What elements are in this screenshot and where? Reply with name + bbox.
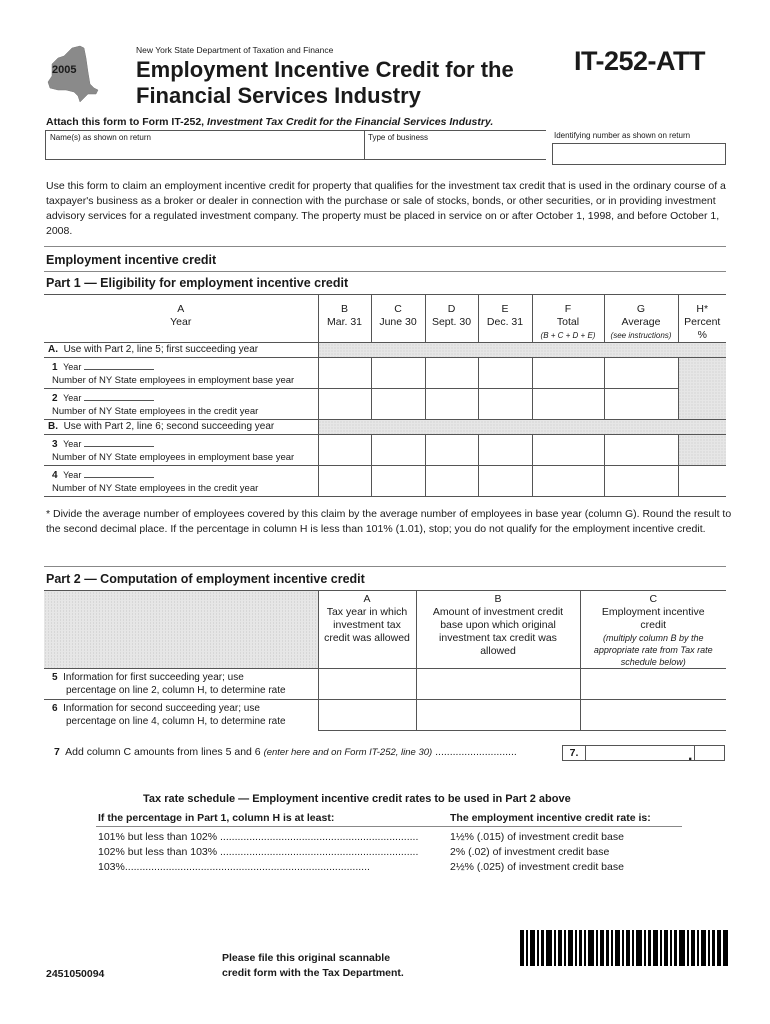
schedule-row-condition [98, 861, 448, 873]
section-a-row [44, 343, 726, 358]
part2-col-b-header [416, 591, 580, 669]
line-number: 1 [52, 362, 58, 373]
line-number: 2 [52, 393, 58, 404]
line-3-total-input[interactable] [532, 435, 604, 466]
line-text: percentage on line 2, column H, to determine rate [66, 685, 286, 696]
col-label: Mar. 31 [326, 316, 363, 328]
shaded-cell [678, 435, 726, 466]
col-e-header [478, 295, 532, 343]
business-type-input[interactable] [365, 131, 545, 159]
line-1-average-input[interactable] [604, 358, 678, 389]
line-4-total-input[interactable] [532, 466, 604, 497]
line-7-label [54, 746, 517, 758]
part2-title: Part 2 — Computation of employment incentive credit [46, 572, 365, 586]
line-text: Information for second succeeding year; use [63, 703, 260, 714]
col-note: (multiply column B by the appropriate rate from Tax rate schedule below) [593, 633, 713, 667]
line-1-sep30-input[interactable] [425, 358, 478, 389]
condition-text: 102% but less than 103% [98, 846, 221, 858]
part2-col-a-header [318, 591, 416, 669]
schedule-row-rate: 1½% (.015) of investment credit base [450, 831, 624, 843]
line-5-credit-input[interactable] [580, 669, 726, 700]
col-letter: A [177, 303, 185, 315]
section-text: Use with Part 2, line 5; first succeeding year [63, 344, 259, 355]
line-2-dec31-input[interactable] [478, 389, 532, 420]
attach-prefix: Attach this form to Form IT-252, [46, 116, 208, 128]
line-text: Information for first succeeding year; use [63, 672, 244, 683]
tax-year: 2005 [52, 64, 77, 76]
line-number: 4 [52, 470, 58, 481]
condition-text: 101% but less than 102% [98, 831, 221, 843]
col-a-header [44, 295, 318, 343]
line-4-jun30-input[interactable] [371, 466, 425, 497]
department-name: New York State Department of Taxation and Finance [136, 45, 334, 55]
condition-text: 103% [98, 861, 125, 873]
year-label: Year [63, 362, 82, 372]
line-4-average-input[interactable] [604, 466, 678, 497]
line-text: Number of NY State employees in employment base year [52, 375, 295, 386]
col-label: Percent [684, 316, 721, 328]
section-b-row [44, 420, 726, 435]
line-4-percent-input[interactable] [678, 466, 726, 497]
col-note: % [697, 329, 707, 341]
line-number: 5 [52, 672, 58, 683]
line-4-mar31-input[interactable] [318, 466, 371, 497]
year-label: Year [63, 393, 82, 403]
schedule-row-condition [98, 846, 448, 858]
shaded-cell [318, 343, 726, 358]
col-label: Tax year in which investment tax credit was allowed [324, 606, 410, 644]
col-b-header [318, 295, 371, 343]
shaded-cell [678, 358, 726, 420]
dot-leader: .................................................................... [220, 831, 419, 843]
col-letter: C [649, 593, 658, 605]
part2-header-row [44, 591, 726, 669]
line-3-jun30-input[interactable] [371, 435, 425, 466]
year-input[interactable] [84, 369, 154, 370]
col-letter: A [363, 593, 371, 605]
line-6-credit-input[interactable] [580, 700, 726, 731]
schedule-row-rate: 2% (.02) of investment credit base [450, 846, 610, 858]
schedule-row-rate: 2½% (.025) of investment credit base [450, 861, 624, 873]
file-note-line: credit form with the Tax Department. [222, 967, 404, 979]
line-text: Number of NY State employees in employment base year [52, 452, 295, 463]
form-code: 2451050094 [46, 968, 105, 980]
col-f-header [532, 295, 604, 343]
line-1-mar31-input[interactable] [318, 358, 371, 389]
line-3-sep30-input[interactable] [425, 435, 478, 466]
year-input[interactable] [84, 477, 154, 478]
section-text: Use with Part 2, line 6; second succeeding year [63, 421, 275, 432]
line-2-label [44, 389, 318, 420]
col-letter: H* [696, 303, 709, 315]
dot-leader: .................................................................... [220, 846, 419, 858]
line-1-label [44, 358, 318, 389]
part2-table [44, 590, 726, 731]
line-3-dec31-input[interactable] [478, 435, 532, 466]
line-1-row [44, 358, 726, 389]
col-letter: E [501, 303, 509, 315]
col-label: Average [621, 316, 661, 328]
dot-leader: .................................................................................... [124, 861, 370, 873]
part1-header-row [44, 295, 726, 343]
shaded-cell [318, 420, 726, 435]
part1-footnote: * Divide the average number of employees covered by this claim by the average number of employees in base year (column G). Round the result to the second decimal place. If the percentage in column H is less than 101% (1.01), stop; you do not qualify for the employment incentive credit. [46, 508, 732, 535]
line-3-label [44, 435, 318, 466]
id-field-label: Identifying number as shown on return [554, 131, 691, 140]
col-c-header [371, 295, 425, 343]
schedule-left-header: If the percentage in Part 1, column H is at least: [98, 812, 335, 824]
line-number: 6 [52, 703, 58, 714]
line-5-credit-base-input[interactable] [416, 669, 580, 700]
business-field-label: Type of business [368, 133, 429, 142]
line-6-label [44, 700, 318, 731]
line-7-amount-input[interactable] [584, 745, 725, 764]
cents-separator [694, 745, 695, 761]
intro-paragraph: Use this form to claim an employment incentive credit for property that qualifies for the investment tax credit that is used in the ordinary course of a taxpayer's business as a broker or dealer in connection with the purchase or sale of stocks, bonds, or other securities, or in providing investment advisory services for a regulated investment company. The property must be placed in service on or after October 1, 1998, and before October 1, 2008. [46, 180, 726, 237]
line-6-tax-year-input[interactable] [318, 700, 416, 731]
year-label: Year [63, 439, 82, 449]
schedule-divider [96, 826, 682, 827]
col-note: (B + C + D + E) [540, 331, 596, 340]
section-title: Employment incentive credit [46, 253, 217, 267]
line-7-box-label: 7. [562, 745, 586, 761]
col-letter: C [394, 303, 402, 315]
form-title-line-2: Financial Services Industry [136, 83, 421, 108]
year-label: Year [63, 470, 82, 480]
col-label: Amount of investment credit base upon which original investment tax credit was allowed [432, 606, 564, 657]
names-input[interactable] [46, 131, 363, 159]
section-divider [44, 246, 726, 247]
identifying-number-input[interactable] [552, 143, 726, 165]
line-5-label [44, 669, 318, 700]
line-note: (enter here and on Form IT-252, line 30) [263, 747, 433, 758]
decimal-point: . [688, 747, 693, 764]
schedule-right-header: The employment incentive credit rate is: [450, 812, 651, 824]
name-business-box [45, 130, 546, 160]
attach-form-name: Investment Tax Credit for the Financial Services Industry. [207, 116, 494, 128]
line-4-sep30-input[interactable] [425, 466, 478, 497]
line-2-mar31-input[interactable] [318, 389, 371, 420]
col-label: Sept. 30 [431, 316, 472, 328]
col-label: Year [170, 316, 192, 328]
names-field-label: Name(s) as shown on return [50, 133, 151, 142]
line-4-row [44, 466, 726, 497]
col-letter: B [494, 593, 502, 605]
line-1-total-input[interactable] [532, 358, 604, 389]
line-6-row [44, 700, 726, 731]
col-label: Total [556, 316, 580, 328]
line-5-tax-year-input[interactable] [318, 669, 416, 700]
col-letter: F [564, 303, 572, 315]
line-6-credit-base-input[interactable] [416, 700, 580, 731]
section-letter: B. [48, 421, 58, 432]
line-2-row [44, 389, 726, 420]
col-letter: B [340, 303, 348, 315]
line-2-sep30-input[interactable] [425, 389, 478, 420]
line-text: Number of NY State employees in the credit year [52, 406, 259, 417]
col-g-header [604, 295, 678, 343]
section-divider [44, 566, 726, 567]
line-4-label [44, 466, 318, 497]
section-divider [44, 271, 726, 272]
dot-leader: ............................ [432, 746, 517, 758]
attach-instruction [46, 116, 493, 128]
line-4-dec31-input[interactable] [478, 466, 532, 497]
barcode-icon [520, 930, 728, 966]
section-b-label [44, 420, 318, 435]
schedule-row-condition [98, 831, 448, 843]
shaded-cell [44, 591, 318, 669]
part2-col-c-header [580, 591, 726, 669]
line-text: percentage on line 4, column H, to determine rate [66, 716, 286, 727]
line-2-jun30-input[interactable] [371, 389, 425, 420]
part1-title: Part 1 — Eligibility for employment incentive credit [46, 276, 349, 290]
line-number: 3 [52, 439, 58, 450]
line-2-total-input[interactable] [532, 389, 604, 420]
col-letter: G [636, 303, 646, 315]
line-1-dec31-input[interactable] [478, 358, 532, 389]
line-3-average-input[interactable] [604, 435, 678, 466]
line-number: 7 [54, 746, 60, 758]
col-note: (see instructions) [610, 331, 672, 340]
file-note [222, 951, 404, 981]
line-text: Number of NY State employees in the credit year [52, 483, 259, 494]
line-3-row [44, 435, 726, 466]
col-d-header [425, 295, 478, 343]
col-label: Dec. 31 [486, 316, 524, 328]
form-title [136, 57, 514, 109]
line-text: Add column C amounts from lines 5 and 6 [65, 746, 261, 758]
file-note-line: Please file this original scannable [222, 952, 391, 964]
line-2-average-input[interactable] [604, 389, 678, 420]
col-label: June 30 [379, 316, 417, 328]
line-1-jun30-input[interactable] [371, 358, 425, 389]
year-input[interactable] [84, 446, 154, 447]
section-a-label [44, 343, 318, 358]
form-number: IT-252-ATT [574, 46, 706, 76]
col-letter: D [447, 303, 456, 315]
year-input[interactable] [84, 400, 154, 401]
col-h-header [678, 295, 726, 343]
col-label: Employment incentive credit [601, 606, 705, 631]
section-letter: A. [48, 344, 58, 355]
schedule-title: Tax rate schedule — Employment incentive credit rates to be used in Part 2 above [143, 793, 571, 805]
line-3-mar31-input[interactable] [318, 435, 371, 466]
part1-table [44, 294, 726, 497]
form-title-line-1: Employment Incentive Credit for the [136, 57, 514, 82]
line-5-row [44, 669, 726, 700]
